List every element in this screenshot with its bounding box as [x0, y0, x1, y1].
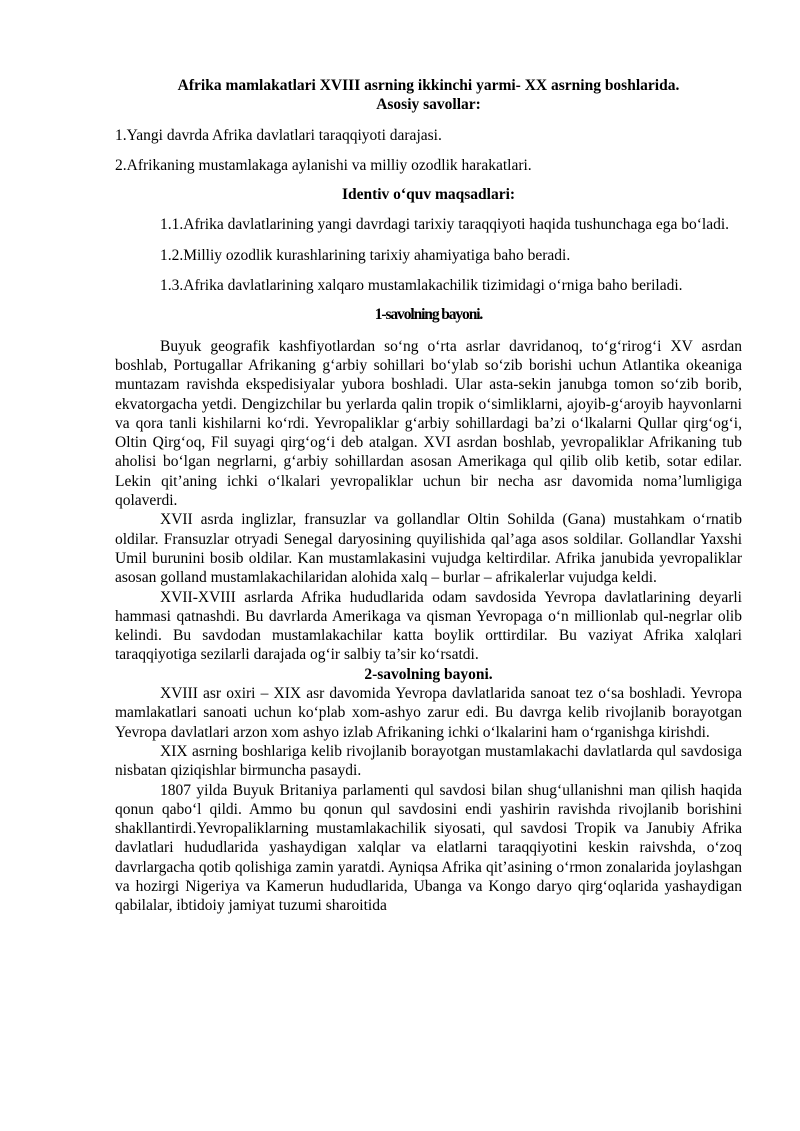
goal-1: 1.1.Afrika davlatlarining yangi davrdagi tarixiy taraqqiyoti haqida tushunchaga ega bo‘ladi. — [160, 216, 730, 234]
section-1-heading: 1-savolning bayoni. — [374, 306, 483, 324]
document-title — [115, 76, 742, 115]
section-2-heading: 2-savolning bayoni. — [364, 665, 493, 683]
section-2-paragraph: XVIII asr oxiri – XIX asr davomida Yevropa davlatlarida sanoat tez o‘sa boshladi. Yevropa mamlakatlari sanoati uchun ko‘plab xom-ashyo zarur edi. Bu davrga kelib rivojlanib borayotgan Yevropa davlatlari arzon xom ashyo izlab Afrikaning ichki o‘lkalarini ham o‘rganishga kirishdi. — [115, 685, 742, 741]
section-1-paragraph: Buyuk geografik kashfiyotlardan so‘ng o‘rta asrlar davridanoq, to‘g‘rirog‘i XV asrdan boshlab, Portugallar Afrikaning g‘arbiy sohillari bo‘ylab so‘zib borishi uchun Atlantika okeaniga muntazam ravishda ekspedisiyalar yubora boshladi. Ular asta-sekin janubga tomon so‘zib borib, ekvatorgacha yetdi. Dengizchilar bu yerlarda qalin tropik o‘simliklarni, ajoyib-g‘aroyib hayvonlarni va qora tanli kishilarni ko‘rdi. Yevropaliklar g‘arbiy sohillardagi ba’zi o‘lkalarni Qullar qirg‘og‘i, Oltin Qirg‘oq, Fil suyagi qirg‘og‘i deb atalgan. XVI asrdan boshlab, yevropaliklar Afrikaning tub aholisi bo‘lgan negrlarni, g‘arbiy sohillardan asosan Amerikaga qul qilib olib ketib, sotar edilar. Lekin qit’aning ichki o‘lkalari yevropaliklar uchun bir necha asr davomida noma’lumligiga qolaverdi. — [115, 337, 742, 510]
goal-3: 1.3.Afrika davlatlarining xalqaro mustamlakachilik tizimidagi o‘rniga baho beriladi. — [160, 277, 683, 295]
section-1-paragraph: XVII-XVIII asrlarda Afrika hududlarida odam savdosida Yevropa davlatlarining deyarli hammasi qatnashdi. Bu davrlarda Amerikaga va qisman Yevropaga o‘n millionlab qul-negrlar olib kelindi. Bu savdodan mustamlakachilar katta boylik orttirdilar. Bu vaziyat Afrika xalqlari taraqqiyotiga sezilarli darajada og‘ir salbiy ta’sir ko‘rsatdi. — [115, 588, 742, 664]
title-line-1: Afrika mamlakatlari XVIII asrning ikkinchi yarmi- XX asrning boshlarida. — [177, 77, 680, 94]
title-line-2: Asosiy savollar: — [376, 96, 481, 114]
section-2-paragraph: 1807 yilda Buyuk Britaniya parlamenti qul savdosi bilan shug‘ullanishni man qilish haqida qonun qabo‘l qildi. Ammo bu qonun qul savdosini endi yashirin ravishda rivojlanib borishini shakllantirdi.Yevropaliklarning mustamlakachilik siyosati, qul savdosi Tropik va Janubiy Afrika davlatlari hududlarida yashaydigan xalqlar va elatlarni taraqqiyotini keskin raivshda, o‘zoq davrlargacha qotib qolishiga zamin yaratdi. Ayniqsa Afrika qit’asining o‘rmon zonalarida joylashgan va hozirgi Nigeriya va Kamerun hududlarida, Ubanga va Kongo daryo qirg‘oqlarida yashaydigan qabilalar, ibtidoiy jamiyat tuzumi sharoitida — [115, 781, 742, 915]
question-2: 2.Afrikaning mustamlakaga aylanishi va milliy ozodlik harakatlari. — [115, 156, 532, 174]
goals-heading: Identiv o‘quv maqsadlari: — [341, 186, 516, 204]
section-1-paragraph: XVII asrda inglizlar, fransuzlar va gollandlar Oltin Sohilda (Gana) mustahkam o‘rnatib oldilar. Fransuzlar otryadi Senegal daryosining quyilishida qal’aga asos soldilar. Gollandlar Yaxshi Umil burunini bosib oldilar. Kan mustamlakasini vujudga keltirdilar. Afrika janubida yevropaliklar asosan golland mustamlakachilaridan alohida xalq – burlar – afrikalerlar vujudga keldi. — [115, 511, 742, 587]
document-page — [115, 76, 742, 916]
goal-2: 1.2.Milliy ozodlik kurashlarining tarixiy ahamiyatiga baho beradi. — [160, 246, 571, 264]
section-2-paragraph: XIX asrning boshlariga kelib rivojlanib borayotgan mustamlakachi davlatlarda qul savdosiga nisbatan qiziqishlar birmuncha pasaydi. — [115, 742, 742, 780]
question-1: 1.Yangi davrda Afrika davlatlari taraqqiyoti darajasi. — [115, 126, 442, 144]
